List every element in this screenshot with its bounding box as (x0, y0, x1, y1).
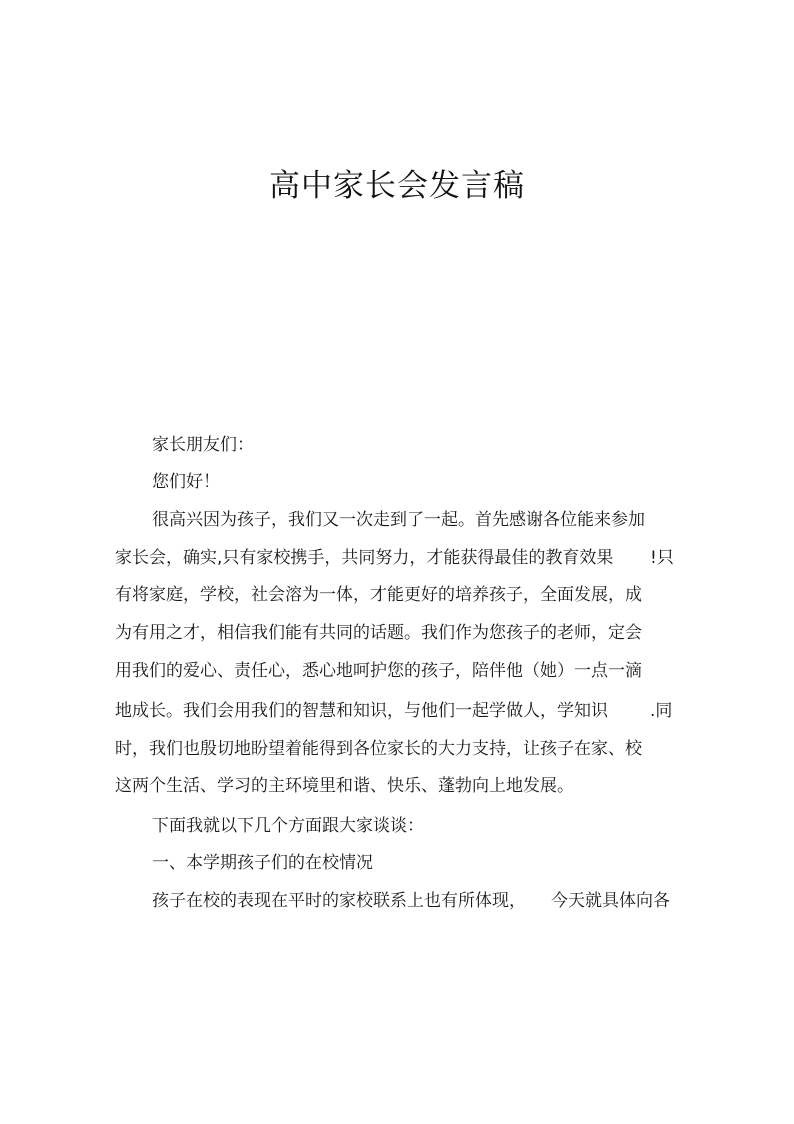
paragraph-line-tail: 今天就具体向各 (551, 891, 670, 911)
paragraph-line: 孩子在校的表现在平时的家校联系上也有所体现， (152, 891, 526, 911)
intro-line: 下面我就以下几个方面跟大家谈谈： (152, 816, 424, 836)
paragraph-line-tail: !只 (650, 548, 674, 568)
section-heading: 一、本学期孩子们的在校情况 (152, 853, 373, 873)
paragraph-line-tail: .同 (650, 701, 673, 721)
paragraph-line: 时，我们也殷切地盼望着能得到各位家长的大力支持，让孩子在家、校 (115, 739, 642, 759)
paragraph-line: 很高兴因为孩子，我们又一次走到了一起。首先感谢各位能来参加 (152, 510, 645, 530)
paragraph-line: 这两个生活、学习的主环境里和谐、快乐、蓬勃向上地发展。 (115, 776, 574, 796)
paragraph-line: 为有用之才，相信我们能有共同的话题。我们作为您孩子的老师，定会 (115, 623, 642, 643)
paragraph-line: 家长会，确实,只有家校携手，共同努力，才能获得最佳的教育效果 (115, 548, 614, 568)
paragraph-line: 有将家庭，学校，社会溶为一体，才能更好的培养孩子，全面发展，成 (115, 585, 642, 605)
salutation-line: 您们好！ (152, 472, 220, 492)
paragraph-line: 地成长。我们会用我们的智慧和知识，与他们一起学做人，学知识 (115, 701, 608, 721)
document-title: 高中家长会发言稿 (269, 168, 525, 204)
greeting-line: 家长朋友们： (152, 435, 254, 455)
paragraph-line: 用我们的爱心、责任心，悉心地呵护您的孩子，陪伴他（她）一点一滴 (115, 661, 642, 681)
